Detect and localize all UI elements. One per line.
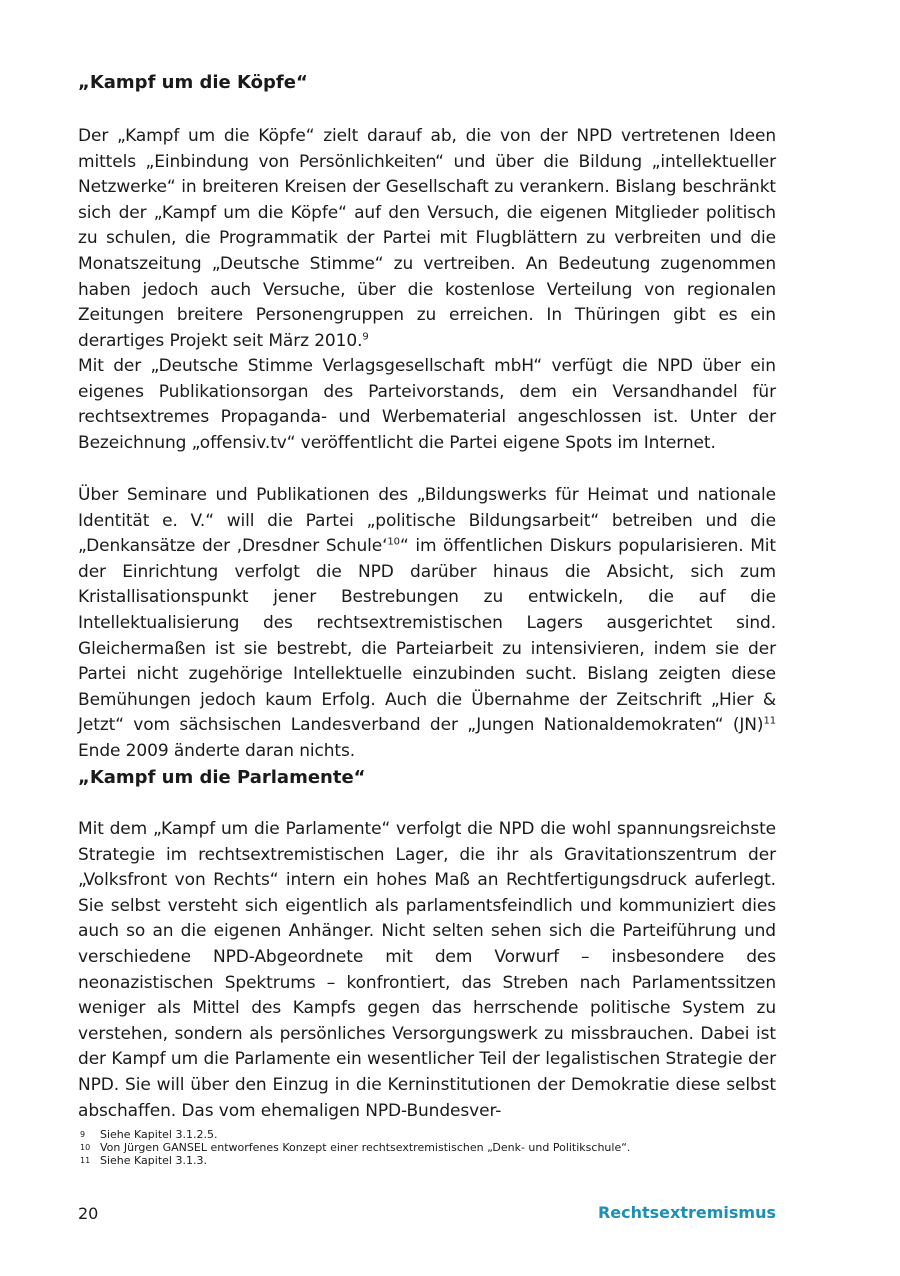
paragraph-text: “ im öffentlichen Diskurs popularisieren. Mit der Einrichtung verfolgt die NPD darüber hinaus die Absicht, sich zum Kristallisationspunkt jener Bestrebungen zu entwickeln, die auf die Intellektualisierung des rechtsextremistischen Lagers ausgerichtet sind. Gleichermaßen ist sie bestrebt, die Parteiarbeit zu intensivieren, indem sie der Partei nicht zugehörige Intellektuelle einzubinden sucht. Bislang zeigten diese Bemühungen jedoch kaum Erfolg. Auch die Übernahme der Zeitschrift „Hier & Jetzt“ vom sächsischen Landesverband der „Jungen Nationaldemokraten“ (JN) [78, 536, 776, 736]
paragraph-3 [78, 483, 776, 765]
page-number: 20 [78, 1204, 99, 1223]
paragraph-4 [78, 817, 776, 1124]
footer-section-title: Rechtsextremismus [597, 1203, 776, 1222]
footnote-text: Siehe Kapitel 3.1.3. [100, 1154, 207, 1167]
footnote-ref-9[interactable]: 9 [362, 331, 369, 343]
footnote-text: Siehe Kapitel 3.1.2.5. [100, 1128, 218, 1141]
paragraph-text: Ende 2009 änderte daran nichts. [78, 740, 356, 761]
paragraph-2 [78, 354, 776, 456]
footnote-10 [78, 1141, 778, 1154]
footnote-9 [78, 1128, 778, 1141]
footnote-number: 10 [80, 1143, 91, 1152]
paragraph-text: Über Seminare und Publikationen des „Bildungswerks für Heimat und nationale Identität e. V.“ will die Partei „politische Bildungsarbeit“ betreiben und die „Denkansätze der ‚Dresdner Schule‘ [78, 485, 776, 557]
footnote-text: Von Jürgen GANSEL entworfenes Konzept einer rechtsextremistischen „Denk- und Politikschule“. [100, 1141, 631, 1154]
footnote-number: 11 [80, 1156, 91, 1165]
footnote-11 [78, 1154, 778, 1167]
footnote-ref-10[interactable]: 10 [387, 536, 400, 548]
paragraph-text: Mit der „Deutsche Stimme Verlagsgesellschaft mbH“ verfügt die NPD über ein eigenes Publikationsorgan des Parteivorstands, dem ein Versandhandel für rechtsextremes Propaganda- und Werbematerial angeschlossen ist. Unter der Bezeichnung „offensiv.tv“ veröffentlicht die Partei eigene Spots im Internet. [78, 356, 776, 453]
footnotes [78, 1128, 778, 1167]
section-heading-koepfe: „Kampf um die Köpfe“ [78, 72, 308, 93]
section-heading-parlamente: „Kampf um die Parlamente“ [78, 767, 366, 788]
footnote-ref-11[interactable]: 11 [763, 715, 776, 727]
paragraph-text: Der „Kampf um die Köpfe“ zielt darauf ab, die von der NPD vertretenen Ideen mittels „Einbindung von Persönlichkeiten“ und über die Bildung „intellektueller Netzwerke“ in breiteren Kreisen der Gesellschaft zu verankern. Bislang beschränkt sich der „Kampf um die Köpfe“ auf den Versuch, die eigenen Mitglieder politisch zu schulen, die Programmatik der Partei mit Flugblättern zu verbreiten und die Monatszeitung „Deutsche Stimme“ zu vertreiben. An Bedeutung zugenommen haben jedoch auch Versuche, über die kostenlose Verteilung von regionalen Zeitungen breitere Personengruppen zu erreichen. In Thüringen gibt es ein derartiges Projekt seit März 2010. [78, 126, 776, 351]
paragraph-1 [78, 124, 776, 354]
footnote-number: 9 [80, 1130, 86, 1139]
paragraph-text: Mit dem „Kampf um die Parlamente“ verfolgt die NPD die wohl spannungsreichste Strategie im rechtsextremistischen Lager, die ihr als Gravitationszentrum der „Volksfront von Rechts“ intern ein hohes Maß an Rechtfertigungsdruck auferlegt. Sie selbst versteht sich eigentlich als parlamentsfeindlich und kommuniziert dies auch so an die eigenen Anhänger. Nicht selten sehen sich die Parteiführung und verschiedene NPD-Abgeordnete mit dem Vorwurf – insbesondere des neonazistischen Spektrums – konfrontiert, das Streben nach Parlamentssitzen weniger als Mittel des Kampfs gegen das herrschende politische System zu verstehen, sondern als persönliches Versorgungswerk zu missbrauchen. Dabei ist der Kampf um die Parlamente ein wesentlicher Teil der legalistischen Strategie der NPD. Sie will über den Einzug in die Kerninstitutionen der Demokratie diese selbst abschaffen. Das vom ehemaligen NPD-Bundesver- [78, 819, 776, 1121]
